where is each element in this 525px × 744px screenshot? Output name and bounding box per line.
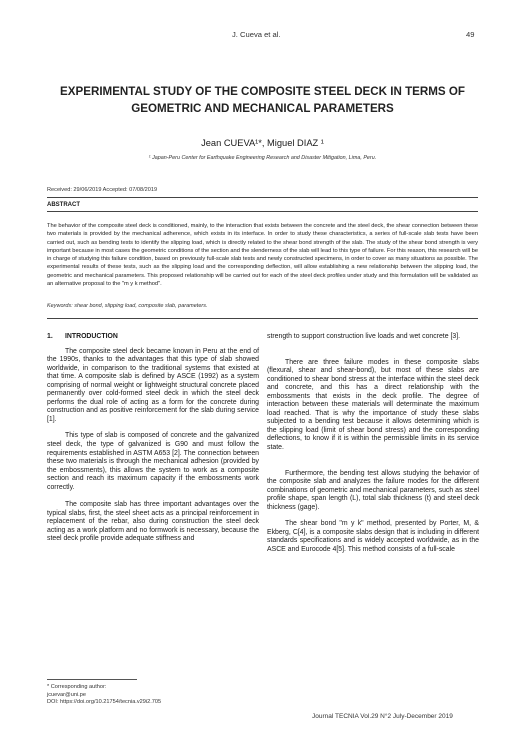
- section-heading: [47, 333, 259, 342]
- left-column: [47, 333, 259, 552]
- page-number: 49: [466, 30, 475, 39]
- paper-title-line-1: EXPERIMENTAL STUDY OF THE COMPOSITE STEEL DECK IN TERMS OF: [60, 85, 465, 98]
- section-number: 1.: [47, 333, 53, 340]
- body-paragraph: This type of slab is composed of concrete and the galvanized steel deck, the type of galvanized is G90 and must follow the requirements established in ASTM A653 [2]. The connection between these two materials is through the mechanical adhesion (provided by the embossments), this allows the system to work as a composite section and reach its maximum capacity if the embossments work correctly.: [47, 432, 259, 491]
- doi-link[interactable]: DOI: https://doi.org/10.21754/tecnia.v29i2.705: [47, 699, 162, 706]
- corresponding-author-note: * Corresponding author:: [47, 684, 107, 690]
- footnote: [47, 684, 161, 707]
- abstract-bottom-rule: [47, 318, 478, 319]
- body-paragraph: strength to support construction live loads and wet concrete [3].: [267, 333, 461, 340]
- right-column: [267, 333, 479, 562]
- paper-title: [22, 83, 503, 117]
- affiliation: ¹ Japan-Peru Center for Earthquake Engineering Research and Disaster Mitigation, Lima, Peru.: [148, 155, 377, 161]
- journal-footer: Journal TECNIA Vol.29 N°2 July-December 2019: [312, 713, 453, 720]
- body-paragraph: The composite slab has three important advantages over the typical slabs, first, the steel sheet acts as a principal reinforcement in replacement of the rebar, also during construction the steel deck acting as a work platform and no formwork is necessary, because the steel deck profile provide adequate stiffness and: [47, 501, 259, 543]
- body-paragraph: Furthermore, the bending test allows studying the behavior of the composite slab and analyzes the failure modes for the different combinations of geometric and mechanical parameters, such as steel profile shape, span length (L), total slab thickness (t) and steel deck thickness (gage).: [267, 469, 479, 511]
- abstract-text: The behavior of the composite steel deck is conditioned, mainly, to the interaction that exists between the concrete and the steel deck, the shear connection between these two materials is provided by the mechanical adherence, which exists in its interface. In order to study these characteristics, a series of full-scale slab tests have been carried out, such as bending tests to identify the slipping load, which is directly related to the shear bond strength of the slab. The study of the shear bond strength is very important because in most cases the geometric conditions of the section and the slenderness of the slab will lead to this type of failure. For this reason, this research will be in charge of studying this failure condition, based on previously full-scale slab tests and newly constructed specimens, in order to cover as many situations as possible. The experimental results of these tests, such as the slipping load and the corresponding deflection, will allow establishing a new relationship between the slipping load, the geometric and mechanical parameters. This proposed relationship will be carried out for each of the steel deck profiles under study and this formulation will be validated as an alternative proposal to the "m y k method".: [47, 223, 478, 287]
- body-paragraph: The shear bond "m y k" method, presented by Porter, M, & Ekberg, C[4], is a composite slabs design that is including in different standards specifications and is widely accepted worldwide, as in the ASCE and Eurocode 4[5]. This method consists of a full-scale: [267, 520, 479, 553]
- keywords: Keywords: shear bond, slipping load, composite slab, parameters.: [47, 303, 208, 309]
- authors: Jean CUEVA¹*, Miguel DIAZ ¹: [201, 138, 324, 148]
- body-paragraph: The composite steel deck became known in Peru at the end of the 1990s, thanks to the advantages that this type of slab showed worldwide, in comparison to the traditional systems that existed at that time. A composite slab is defined by ASCE (1992) as a system comprising of normal weight or lightweight structural concrete placed permanently over cold-formed steel deck in which the steel deck performs the dual role of acting as a form for the concrete during construction and as positive reinforcement for the slab during service [1].: [47, 347, 259, 423]
- section-title: INTRODUCTION: [65, 333, 118, 340]
- running-header-author: J. Cueva et al.: [232, 30, 281, 39]
- abstract-heading: ABSTRACT: [47, 202, 80, 208]
- footnote-rule: [47, 679, 137, 680]
- author-email-link[interactable]: jcuevar@uni.pe: [47, 691, 86, 698]
- body-paragraph: There are three failure modes in these composite slabs (flexural, shear and shear-bond), but most of these slabs are conditioned to shear bond stress at the interface within the steel deck and concrete, and this has a direct relationship with the embossments that exists in the deck profile. The degree of interaction between these materials will determinate the maximum load reached. That is why the importance of study these slabs subjected to a bending test because it allows determining which is the slipping load (limit of shear bond stress) and the corresponding deflections, to know if it is within the permissible limits in its service state.: [267, 358, 479, 452]
- paper-title-line-2: GEOMETRIC AND MECHANICAL PARAMETERS: [131, 102, 394, 115]
- received-accepted-dates: Received: 29/06/2019 Accepted: 07/08/2019: [47, 187, 158, 193]
- abstract-heading-rule: [47, 211, 478, 212]
- abstract-top-rule: [47, 197, 478, 198]
